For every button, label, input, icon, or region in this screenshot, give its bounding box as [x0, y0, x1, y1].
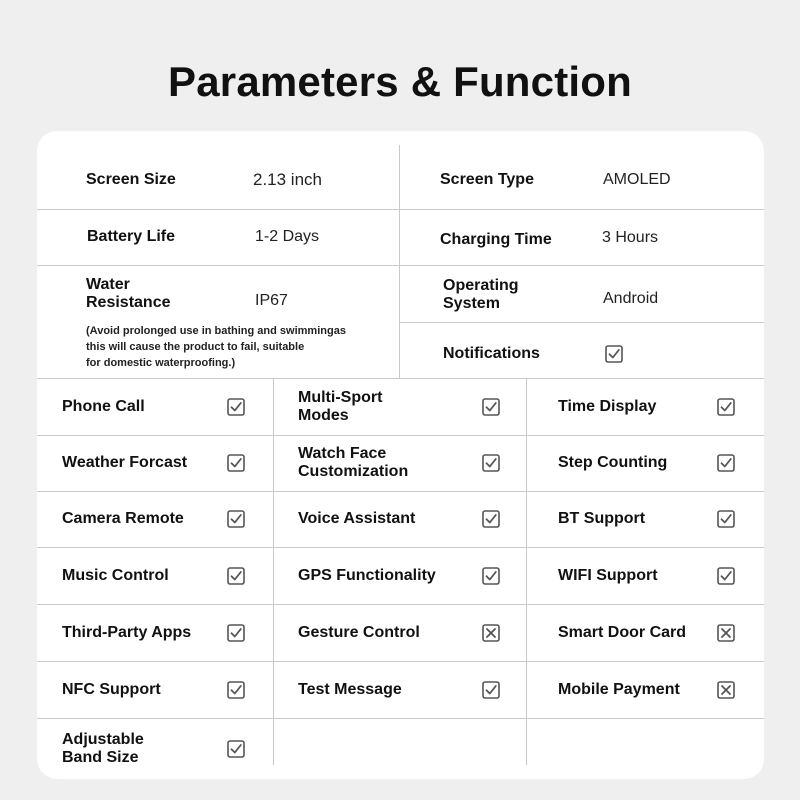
charging-time-label: Charging Time	[440, 231, 552, 248]
cross-icon-smart-door-card	[717, 624, 735, 642]
page-title: Parameters & Function	[168, 58, 632, 105]
feature-label-nfc-support: NFC Support	[62, 680, 161, 698]
feature-label-watch-face-customization: Watch Face Customization	[298, 445, 409, 480]
check-icon-third-party-apps	[227, 624, 245, 642]
check-icon-test-message	[482, 681, 500, 699]
check-icon-camera-remote	[227, 510, 245, 528]
battery-life-label: Battery Life	[87, 228, 176, 245]
check-icon-voice-assistant	[482, 510, 500, 528]
notifications-label: Notifications	[443, 345, 540, 362]
check-icon-watch-face-customization	[482, 454, 500, 472]
screen-size-value: 2.13 inch	[253, 170, 322, 189]
feature-label-test-message: Test Message	[298, 680, 402, 698]
check-icon-step-counting	[717, 454, 735, 472]
feature-label-weather-forcast: Weather Forcast	[62, 454, 188, 471]
feature-label-music-control: Music Control	[62, 566, 169, 584]
operating-system-value: Android	[603, 290, 659, 307]
notifications-check-icon	[605, 345, 623, 363]
divider	[37, 718, 764, 719]
battery-life-value: 1-2 Days	[255, 228, 320, 245]
feature-label-multi-sport-modes: Multi-Sport Modes	[298, 388, 383, 424]
feature-label-voice-assistant: Voice Assistant	[298, 510, 416, 527]
water-resistance-value: IP67	[255, 292, 288, 309]
divider	[526, 378, 527, 765]
feature-label-time-display: Time Display	[558, 397, 657, 415]
divider	[399, 145, 400, 378]
divider	[400, 322, 764, 323]
feature-label-gesture-control: Gesture Control	[298, 623, 420, 641]
feature-label-gps-functionality: GPS Functionality	[298, 566, 436, 584]
feature-label-phone-call: Phone Call	[62, 397, 145, 415]
cross-icon-gesture-control	[482, 624, 500, 642]
check-icon-gps-functionality	[482, 567, 500, 585]
check-icon-bt-support	[717, 510, 735, 528]
water-resistance-note: (Avoid prolonged use in bathing and swimmingas this will cause the product to fail, suitable for domestic waterproofing.)	[86, 325, 346, 369]
divider	[37, 265, 764, 266]
feature-label-smart-door-card: Smart Door Card	[558, 623, 687, 641]
feature-label-wifi-support: WIFI Support	[558, 566, 658, 584]
spec-table	[37, 131, 764, 779]
feature-label-camera-remote: Camera Remote	[62, 510, 184, 527]
screen-size-label: Screen Size	[86, 171, 176, 188]
cross-icon-mobile-payment	[717, 681, 735, 699]
divider	[273, 378, 274, 765]
feature-label-step-counting: Step Counting	[558, 454, 668, 471]
check-icon-music-control	[227, 567, 245, 585]
screen-type-label: Screen Type	[440, 171, 534, 188]
water-resistance-label: Water Resistance	[86, 276, 171, 311]
feature-label-adjustable-band-size: Adjustable Band Size	[62, 730, 144, 766]
check-icon-time-display	[717, 398, 735, 416]
check-icon-weather-forcast	[227, 454, 245, 472]
operating-system-label: Operating System	[443, 277, 519, 312]
check-icon-phone-call	[227, 398, 245, 416]
screen-type-value: AMOLED	[603, 171, 671, 188]
check-icon-wifi-support	[717, 567, 735, 585]
feature-label-mobile-payment: Mobile Payment	[558, 680, 680, 698]
check-icon-nfc-support	[227, 681, 245, 699]
feature-label-bt-support: BT Support	[558, 510, 646, 527]
check-icon-multi-sport-modes	[482, 398, 500, 416]
charging-time-value: 3 Hours	[602, 229, 659, 246]
divider	[37, 209, 764, 210]
feature-label-third-party-apps: Third-Party Apps	[62, 623, 192, 641]
check-icon-adjustable-band-size	[227, 740, 245, 758]
